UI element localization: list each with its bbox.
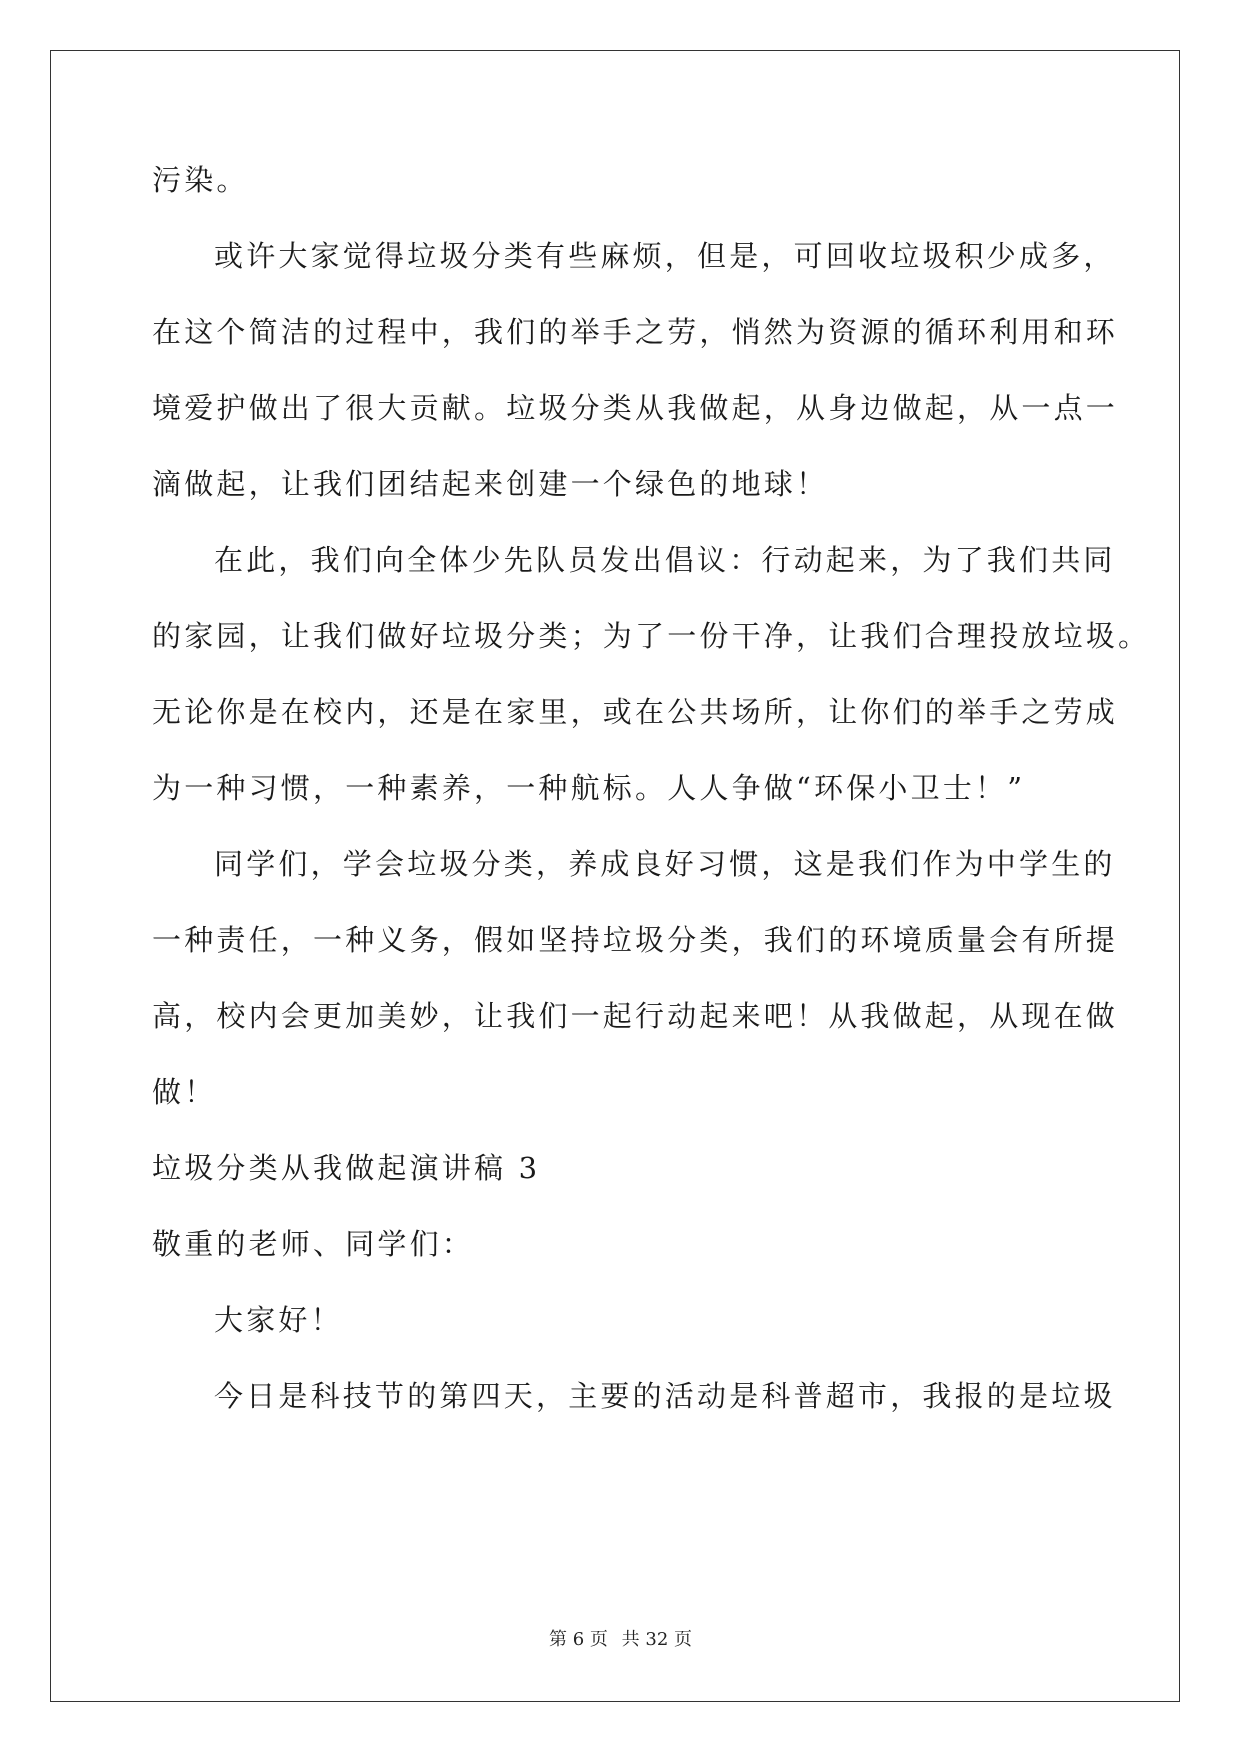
text-line: 今日是科技节的第四天，主要的活动是科普超市，我报的是垃圾 [214, 1379, 1116, 1413]
text-line: 一种责任，一种义务，假如坚持垃圾分类，我们的环境质量会有所提 [152, 923, 1119, 957]
text-line: 为一种习惯，一种素养，一种航标。人人争做“环保小卫士！” [152, 771, 1026, 805]
greeting: 大家好！ [214, 1303, 343, 1337]
section-heading: 垃圾分类从我做起演讲稿 3 [152, 1151, 541, 1185]
text-line: 在这个简洁的过程中，我们的举手之劳，悄然为资源的循环利用和环 [152, 315, 1119, 349]
text-line: 做！ [152, 1075, 217, 1109]
text-line: 的家园，让我们做好垃圾分类；为了一份干净，让我们合理投放垃圾。 [152, 619, 1151, 653]
text-line: 污染。 [152, 163, 249, 197]
page-number: 第 6 页 [549, 1629, 608, 1650]
salutation: 敬重的老师、同学们： [152, 1227, 475, 1261]
text-line: 高，校内会更加美妙，让我们一起行动起来吧！从我做起，从现在做 [152, 999, 1119, 1033]
text-line: 滴做起，让我们团结起来创建一个绿色的地球！ [152, 467, 829, 501]
text-line: 或许大家觉得垃圾分类有些麻烦，但是，可回收垃圾积少成多， [214, 239, 1116, 273]
page-footer [0, 1625, 1241, 1651]
text-line: 同学们，学会垃圾分类，养成良好习惯，这是我们作为中学生的 [214, 847, 1116, 881]
text-line: 境爱护做出了很大贡献。垃圾分类从我做起，从身边做起，从一点一 [152, 391, 1119, 425]
page-total: 共 32 页 [621, 1629, 692, 1650]
text-line: 无论你是在校内，还是在家里，或在公共场所，让你们的举手之劳成 [152, 695, 1119, 729]
text-line: 在此，我们向全体少先队员发出倡议：行动起来，为了我们共同 [214, 543, 1116, 577]
